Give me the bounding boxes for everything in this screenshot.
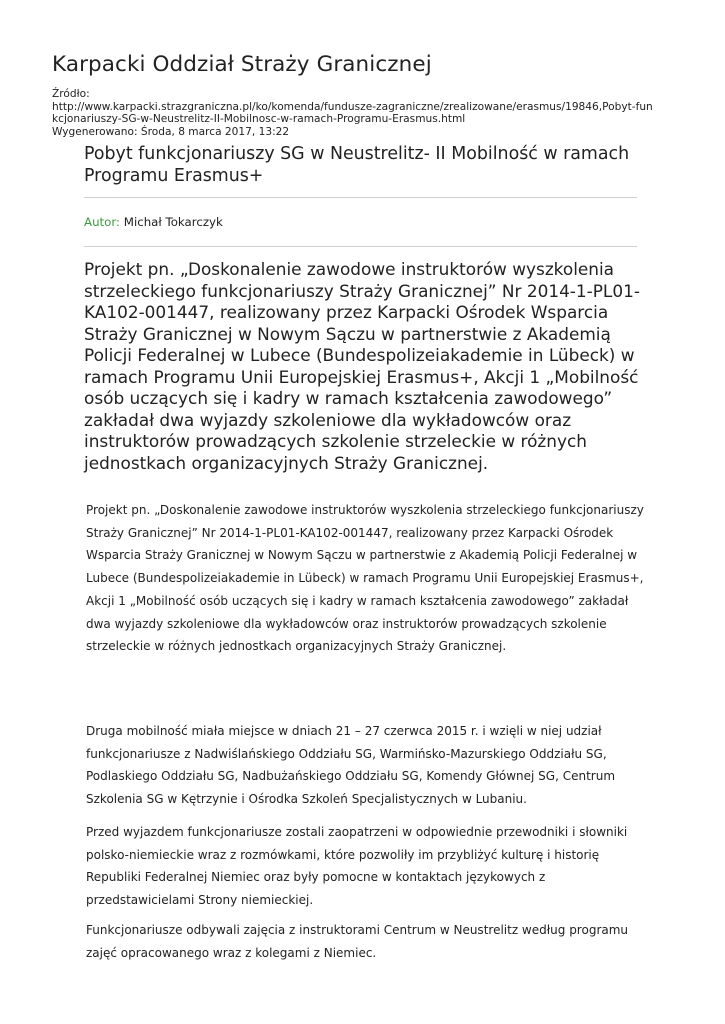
article-paragraph: Przed wyjazdem funkcjonariusze zostali zaopatrzeni w odpowiednie przewodniki i słowniki polsko-niemieckie wraz z rozmówkami, które pozwoliły im przybliżyć kulturę i historię Republiki Federalnej Niemiec oraz były pomocne w kontaktach językowych z przedstawicielami Strony niemieckiej. — [86, 825, 628, 908]
article-paragraph: Druga mobilność miała miejsce w dniach 21 – 27 czerwca 2015 r. i wzięli w niej udział funkcjonariusze z Nadwiślańskiego Oddziału SG, Warmińsko-Mazurskiego Oddziału SG, Podlaskiego Oddziału SG, Nadbużańskiego Oddziału SG, Komendy Głównej SG, Centrum Szkolenia SG w Kętrzynie i Ośrodka Szkoleń Specjalistycznych w Lubaniu. — [86, 724, 616, 807]
divider — [84, 197, 637, 198]
article-lead: Projekt pn. „Doskonalenie zawodowe instruktorów wyszkolenia strzeleckiego funkcjonariuszy Straży Granicznej” Nr 2014-1-PL01-KA102-001447, realizowany przez Karpacki Ośrodek Wsparcia Straży Granicznej w Nowym Sączu w partnerstwie z Akademią Policji Federalnej w Lubece (Bundespolizeiakademie in Lübeck) w ramach Programu Unii Europejskiej Erasmus+, Akcji 1 „Mobilność osób uczących się i kadry w ramach kształcenia zawodowego” zakładał dwa wyjazdy szkoleniowe dla wykładowców oraz instruktorów prowadzących szkolenie strzeleckie w różnych jednostkach organizacyjnych Straży Granicznej. — [84, 259, 640, 473]
source-label: Źródło: — [52, 88, 90, 100]
article-paragraph: Funkcjonariusze odbywali zajęcia z instruktorami Centrum w Neustrelitz według programu zajęć opracowanego wraz z kolegami z Niemiec. — [86, 923, 629, 960]
author-line — [84, 215, 223, 229]
author-label: Autor: — [84, 215, 121, 229]
generated-date: Wygenerowano: Środa, 8 marca 2017, 13:22 — [52, 125, 290, 138]
source-url-line-1[interactable]: http://www.karpacki.strazgraniczna.pl/ko/komenda/fundusze-zagraniczne/zrealizowane/erasmus/19846,Pobyt-fun — [52, 100, 653, 113]
author-name: Michał Tokarczyk — [123, 215, 223, 229]
source-meta — [52, 88, 682, 138]
site-title: Karpacki Oddział Straży Granicznej — [52, 52, 432, 77]
divider — [84, 246, 637, 247]
article-paragraph: Projekt pn. „Doskonalenie zawodowe instruktorów wyszkolenia strzeleckiego funkcjonariuszy Straży Granicznej” Nr 2014-1-PL01-KA102-001447, realizowany przez Karpacki Ośrodek Wsparcia Straży Granicznej w Nowym Sączu w partnerstwie z Akademią Policji Federalnej w Lubece (Bundespolizeiakademie in Lübeck) w ramach Programu Unii Europejskiej Erasmus+, Akcji 1 „Mobilność osób uczących się i kadry w ramach kształcenia zawodowego” zakładał dwa wyjazdy szkoleniowe dla wykładowców oraz instruktorów prowadzących szkolenie strzeleckie w różnych jednostkach organizacyjnych Straży Granicznej. — [86, 503, 644, 654]
source-url-line-2[interactable]: kcjonariuszy-SG-w-Neustrelitz-II-Mobilnosc-w-ramach-Programu-Erasmus.html — [52, 113, 466, 125]
article-title: Pobyt funkcjonariuszy SG w Neustrelitz- II Mobilność w ramach Programu Erasmus+ — [84, 144, 630, 186]
